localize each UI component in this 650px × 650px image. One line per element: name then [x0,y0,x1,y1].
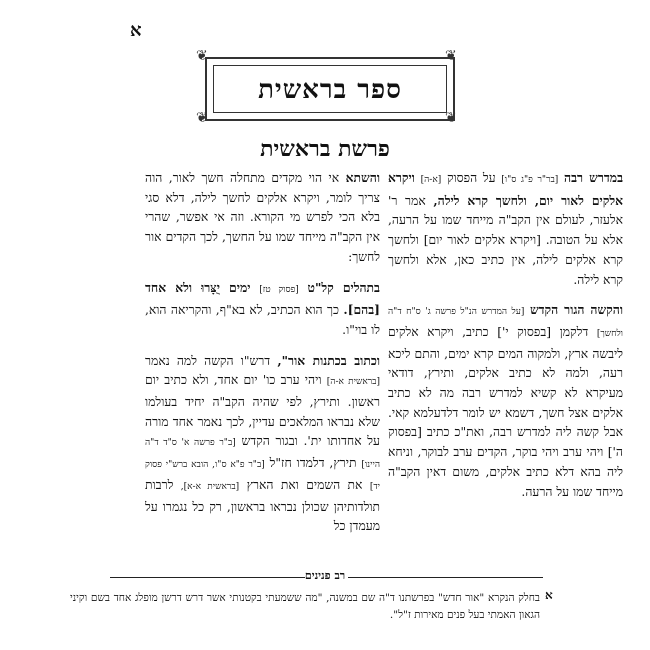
left-p3-ref3: [ב"ר פ"א ס"ו, הובא ברש"י פסוק יד] [145,460,380,492]
right-paragraph-2 [388,300,623,502]
ornament-icon-bottom-right: ❦ [445,110,457,126]
right-p2-ref: [על המדרש הנ"ל פרשה ג' ס"ח ד"ה ולחשך] [388,307,623,339]
right-p1-ref: [בר"ר פ"ג ס"ו] [501,175,559,185]
left-p3-ref2: [ב"ר פרשה א' ס"ד ד"ה היינו] [145,438,380,471]
left-p2-text: כך הוא הכתיב, לא בא"ף, והקריאה הוא, לו בוי"ו. [145,303,380,337]
left-p3-text4: את השמים ואת הארץ [246,477,363,492]
left-p3-text5: לרבות תולדותיהן שכולן נבראו בראשון, רק כל נגמרו על מעמדן כל [145,477,380,534]
book-title: ספר בראשית [258,75,402,105]
footnote-text: בחלק הנקרא "אור חדש" בפרשתנו ד"ה שם במשנה, "מה ששמעתי בקטנותי אשר דרש דרשן מופלג אחד בשם וקיני הגאון האמתי בעל פנים מאירות ז"ל". [70,592,540,621]
footnote-marker: א [545,588,553,602]
left-p3-text: דרש"ו הקשה למה נאמר [145,353,271,368]
page-number-letter: א [130,20,142,41]
right-p1-verse: ויקרא אלקים לאור יום, ולחשך קרא לילה, [388,170,623,208]
right-p1-ref2: [א-ה] [420,175,442,185]
left-paragraph-1 [145,168,380,268]
left-p2-verse: ימים יֻצָּרוּ ולא אחד [בהם]. [145,279,380,318]
left-p1-text: אי הוי מקדים מתחלה חשך לאור, הוה צריך לומר, ויקרא אלקים לחשך לילה, דלא סגי בלא הכי לפרש מי הקורא. וזה אי אפשר, שהרי אין הקב"ה מייחד שמו על החשך, לכך הקדים אור לחשך: [145,171,380,264]
left-p3-text2: ויהי ערב כו' יום אחד, ולא כתיב יום ראשון. ותירץ, לפי שהיה הקב"ה יחיד בעולמו שלא נבראו המלאכים עדיין, לכך נאמר אחד מורה על אחדותו ית'. ובגור הקדש [145,373,380,449]
book-title-frame [205,57,455,121]
left-p2-heading: בתהלים קל"ט [307,279,380,295]
ornament-icon-top-right: ❦ [445,48,457,64]
ornament-icon-bottom-left: ❦ [196,110,208,126]
right-p2-text: דלקמן [בפסוק י'] כתיב, ויקרא אלקים ליבשה ארץ, ולמקוה המים קרא ימים, והתם ליכא רעה, ולמה לא כתיב אלקים, ותירץ, דודאי מעיקרא לא קשיא למדרש רבה מה לא כתיב אלקים אצל חשך, דשמא יש לומר דלדעלמא קאי. אבל קשה ליה למדרש רבה, ואת"כ כתיב [בפסוק ה'] ויהי ערב ויהי בוקר, הקדים ערב לבוקר, וניחא ליה בהא דלא כתיב אלקים, משום דאין הקב"ה מייחד שמו על הרעה. [388,324,623,499]
ornament-icon-top-left: ❦ [196,48,208,64]
left-p3-text3: תירץ, דלמדו חז"ל [269,456,357,471]
right-p2-heading: והקשה הגור הקדש [529,302,623,318]
right-paragraph-1 [388,168,623,290]
parsha-title: פרשת בראשית [260,136,390,162]
right-p1-rest: אמר ר' אלעזר, לעולם אין הקב"ה מייחד שמו על הרעה, אלא על הטובה. [ויקרא אלקים לאור יום] ולחשך קרא אלקים לילה, אין כתיב כאן, אלא ולחשך קרא לילה. [388,193,623,287]
divider-label: רב פנינים [304,569,346,582]
right-p1-heading: במדרש רבה [564,170,623,185]
left-p1-heading: והשתא [345,170,380,185]
left-p3-heading: וכתוב בכתנות אור", [277,352,380,368]
right-text-column [388,168,623,563]
left-p3-ref: [בראשית א-ה] [326,377,380,388]
left-paragraph-2 [145,278,380,341]
left-p2-ref: [פסוק טז] [259,284,299,295]
left-p3-ref4: [בראשית א-א], [180,481,240,492]
left-text-column [145,168,380,563]
right-p1-text: על הפסוק [446,171,496,185]
left-paragraph-3 [145,351,380,537]
